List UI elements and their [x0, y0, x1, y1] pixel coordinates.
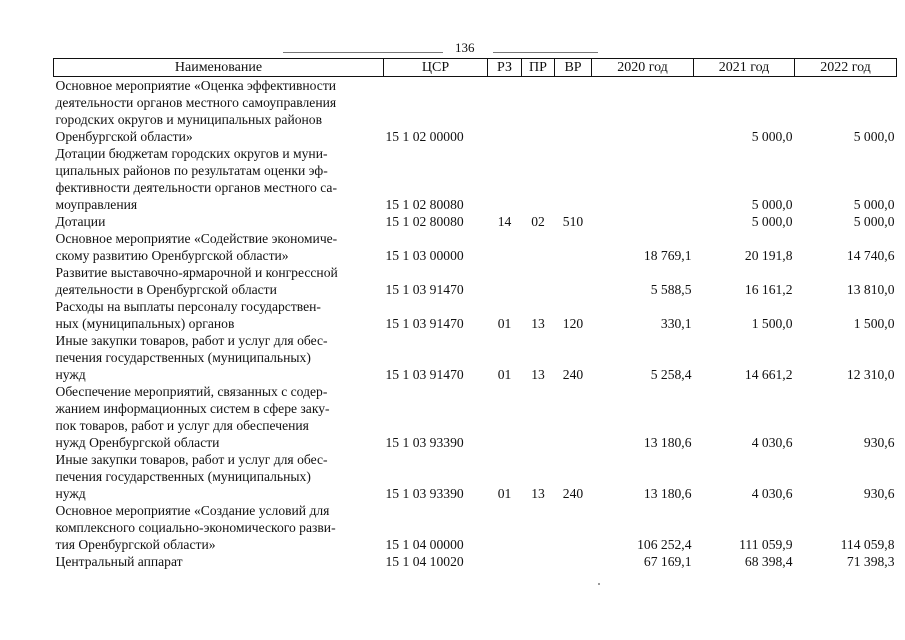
- row-2022: 14 740,6: [846, 248, 895, 263]
- table-row: [54, 383, 897, 451]
- row-name: [54, 145, 384, 213]
- row-2020: 106 252,4: [637, 537, 692, 552]
- row-rz: [488, 264, 522, 298]
- row-name-line: Дотации бюджетам городских округов и муни-: [55, 146, 328, 161]
- row-vr: [555, 502, 592, 553]
- header-vr: ВР: [555, 59, 592, 77]
- page-number: 136: [455, 40, 475, 55]
- row-name-line: тия Оренбургской области»: [55, 537, 216, 552]
- row-name-line: жанием информационных систем в сфере заку-: [55, 401, 330, 416]
- header-csr: ЦСР: [384, 59, 488, 77]
- row-pr: 13: [531, 486, 545, 501]
- row-2022: 12 310,0: [846, 367, 895, 382]
- row-2022: 114 059,8: [840, 537, 895, 552]
- table-row: [54, 451, 897, 502]
- row-name-line: скому развитию Оренбургской области»: [55, 248, 289, 263]
- row-name-line: Центральный аппарат: [55, 554, 183, 569]
- row-name: [54, 451, 384, 502]
- row-csr: 15 1 03 91470: [385, 316, 464, 331]
- row-2021: 20 191,8: [744, 248, 793, 263]
- row-name-line: ципальных районов по результатам оценки эф-: [55, 163, 328, 178]
- row-name-line: комплексного социально-экономического разви-: [55, 520, 336, 535]
- row-2020: [592, 77, 694, 146]
- row-name-line: Основное мероприятие «Содействие экономиче-: [55, 231, 338, 246]
- row-vr: [555, 145, 592, 213]
- row-name: [54, 553, 384, 570]
- row-csr: 15 1 03 93390: [385, 486, 464, 501]
- scan-line-left: [283, 52, 443, 53]
- row-name-line: нужд Оренбургской области: [55, 435, 220, 450]
- header-name: Наименование: [54, 59, 384, 77]
- row-vr: 240: [562, 367, 584, 382]
- row-2022: 71 398,3: [846, 554, 895, 569]
- row-rz: [488, 502, 522, 553]
- row-csr: 15 1 03 91470: [385, 282, 464, 297]
- row-name-line: городских округов и муниципальных районов: [55, 112, 323, 127]
- row-name-line: Основное мероприятие «Создание условий для: [55, 503, 330, 518]
- table-row: [54, 264, 897, 298]
- row-vr: [555, 230, 592, 264]
- table-row: [54, 145, 897, 213]
- row-2022: 930,6: [863, 486, 895, 501]
- row-name-line: фективности деятельности органов местного са-: [55, 180, 337, 195]
- row-pr: [522, 383, 555, 451]
- row-rz: 01: [497, 486, 512, 501]
- row-name: [54, 332, 384, 383]
- row-2021: 1 500,0: [751, 316, 793, 331]
- row-pr: [522, 264, 555, 298]
- row-2021: 14 661,2: [744, 367, 793, 382]
- header-rz: РЗ: [488, 59, 522, 77]
- row-name-line: печения государственных (муниципальных): [55, 350, 311, 365]
- row-2022: 5 000,0: [853, 129, 895, 144]
- row-vr: 510: [562, 214, 584, 229]
- table-row: [54, 77, 897, 146]
- row-rz: [488, 230, 522, 264]
- row-vr: [555, 264, 592, 298]
- scan-line-right: [493, 52, 598, 53]
- row-name: [54, 77, 384, 146]
- row-pr: [522, 77, 555, 146]
- row-csr: 15 1 02 80080: [385, 197, 464, 212]
- row-csr: 15 1 03 91470: [385, 367, 464, 382]
- row-name-line: Обеспечение мероприятий, связанных с содер-: [55, 384, 328, 399]
- row-name-line: Иные закупки товаров, работ и услуг для обес-: [55, 333, 328, 348]
- row-2021: 4 030,6: [751, 435, 793, 450]
- budget-table: [53, 58, 897, 570]
- row-pr: [522, 553, 555, 570]
- row-csr: 15 1 04 00000: [385, 537, 464, 552]
- row-name-line: нужд: [55, 367, 86, 382]
- row-2021: 111 059,9: [739, 537, 793, 552]
- header-2022: 2022 год: [795, 59, 897, 77]
- row-2021: 5 000,0: [751, 214, 793, 229]
- row-pr: [522, 145, 555, 213]
- header-pr: ПР: [522, 59, 555, 77]
- row-name-line: деятельности органов местного самоуправления: [55, 95, 337, 110]
- row-name: [54, 213, 384, 230]
- row-2022: 930,6: [863, 435, 895, 450]
- row-rz: [488, 383, 522, 451]
- row-2020: 18 769,1: [643, 248, 692, 263]
- table-header-row: [54, 59, 897, 77]
- row-2022: 13 810,0: [846, 282, 895, 297]
- row-2020: [592, 213, 694, 230]
- row-name-line: Развитие выставочно-ярмарочной и конгрессной: [55, 265, 338, 280]
- row-name: [54, 298, 384, 332]
- row-csr: 15 1 02 80080: [385, 214, 464, 229]
- row-2022: 5 000,0: [853, 214, 895, 229]
- row-name: [54, 383, 384, 451]
- row-2022: 5 000,0: [853, 197, 895, 212]
- row-rz: 01: [497, 367, 512, 382]
- row-2020: 13 180,6: [643, 486, 692, 501]
- row-name-line: печения государственных (муниципальных): [55, 469, 311, 484]
- table-row: [54, 332, 897, 383]
- row-name: [54, 502, 384, 553]
- row-2020: 5 588,5: [650, 282, 692, 297]
- row-vr: [555, 77, 592, 146]
- table-body: [54, 77, 897, 571]
- row-name-line: ных (муниципальных) органов: [55, 316, 235, 331]
- row-name-line: Основное мероприятие «Оценка эффективности: [55, 78, 337, 93]
- header-2021: 2021 год: [694, 59, 795, 77]
- row-2021: 5 000,0: [751, 129, 793, 144]
- row-name-line: Иные закупки товаров, работ и услуг для обес-: [55, 452, 328, 467]
- table-row: [54, 213, 897, 230]
- row-vr: [555, 383, 592, 451]
- row-pr: 13: [531, 367, 545, 382]
- row-rz: 01: [497, 316, 512, 331]
- table-row: [54, 502, 897, 553]
- row-rz: [488, 553, 522, 570]
- row-2021: 16 161,2: [744, 282, 793, 297]
- row-name: [54, 264, 384, 298]
- row-2020: [592, 145, 694, 213]
- row-name-line: Дотации: [55, 214, 106, 229]
- row-2021: 4 030,6: [751, 486, 793, 501]
- scan-dot: [598, 583, 600, 585]
- row-name-line: Расходы на выплаты персоналу государствен-: [55, 299, 321, 314]
- row-2020: 330,1: [660, 316, 692, 331]
- row-name: [54, 230, 384, 264]
- row-2021: 68 398,4: [744, 554, 793, 569]
- row-name-line: моуправления: [55, 197, 138, 212]
- row-2021: 5 000,0: [751, 197, 793, 212]
- row-pr: [522, 230, 555, 264]
- table-row: [54, 553, 897, 570]
- row-2022: 1 500,0: [853, 316, 895, 331]
- row-pr: 02: [531, 214, 545, 229]
- row-pr: [522, 502, 555, 553]
- row-name-line: пок товаров, работ и услуг для обеспечения: [55, 418, 309, 433]
- row-name-line: нужд: [55, 486, 86, 501]
- row-2020: 67 169,1: [643, 554, 692, 569]
- row-csr: 15 1 04 10020: [385, 554, 464, 569]
- row-csr: 15 1 03 93390: [385, 435, 464, 450]
- header-2020: 2020 год: [592, 59, 694, 77]
- row-rz: [488, 77, 522, 146]
- row-vr: 120: [562, 316, 584, 331]
- row-pr: 13: [531, 316, 545, 331]
- row-2020: 13 180,6: [643, 435, 692, 450]
- row-vr: 240: [562, 486, 584, 501]
- table-row: [54, 298, 897, 332]
- row-name-line: Оренбургской области»: [55, 129, 193, 144]
- row-csr: 15 1 03 00000: [385, 248, 464, 263]
- row-csr: 15 1 02 00000: [385, 129, 464, 144]
- row-rz: 14: [497, 214, 512, 229]
- row-2020: 5 258,4: [650, 367, 692, 382]
- row-vr: [555, 553, 592, 570]
- row-rz: [488, 145, 522, 213]
- table-row: [54, 230, 897, 264]
- row-name-line: деятельности в Оренбургской области: [55, 282, 277, 297]
